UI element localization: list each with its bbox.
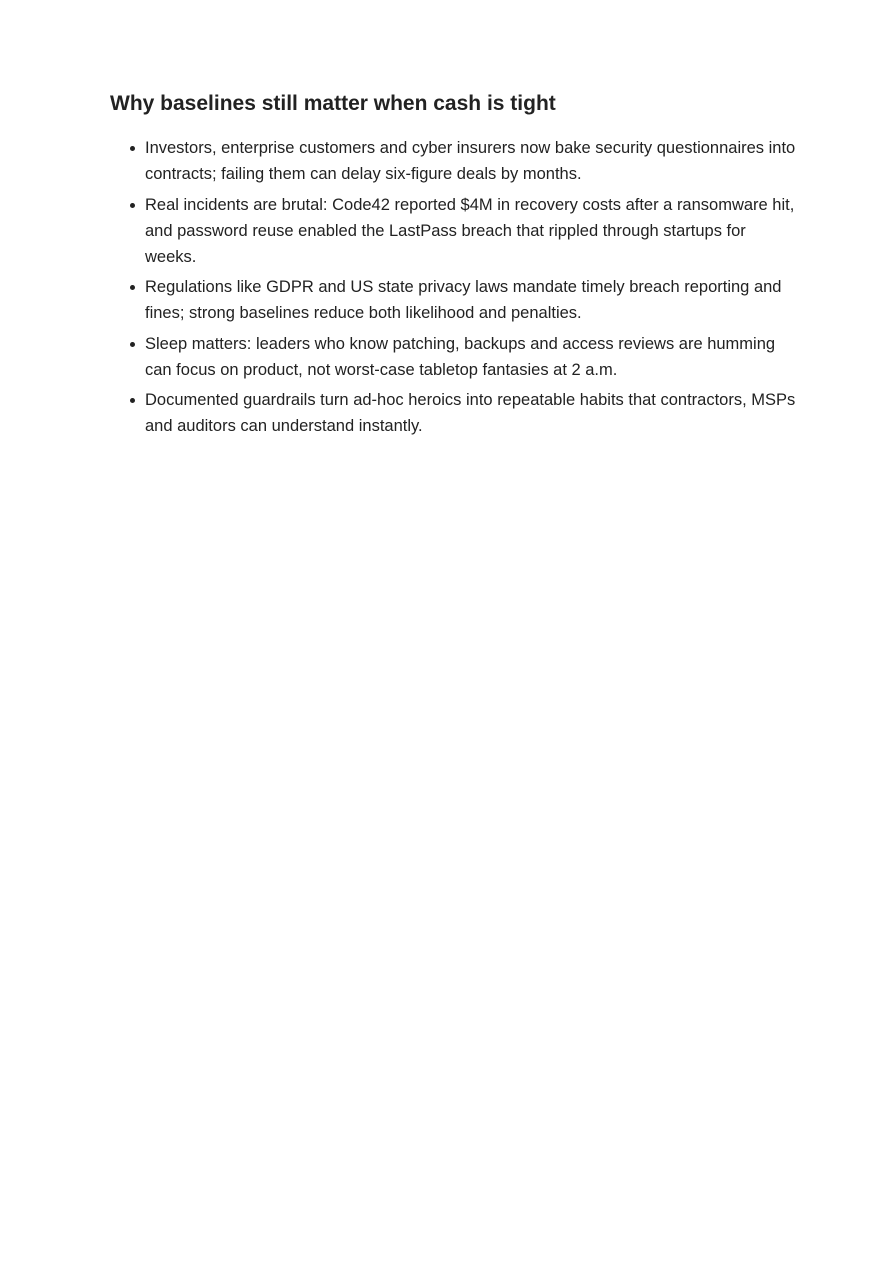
bullet-icon xyxy=(130,342,135,347)
document-page xyxy=(110,88,800,444)
list-item xyxy=(145,274,800,326)
list-item xyxy=(145,331,800,383)
list-item xyxy=(145,192,800,270)
list-item-text: Regulations like GDPR and US state privacy laws mandate timely breach reporting and fines; strong baselines reduce both likelihood and penalties. xyxy=(145,278,782,322)
bullet-icon xyxy=(130,203,135,208)
section-heading: Why baselines still matter when cash is tight xyxy=(110,92,556,115)
bullet-icon xyxy=(130,398,135,403)
list-item-text: Documented guardrails turn ad-hoc heroics into repeatable habits that contractors, MSPs and auditors can understand instantly. xyxy=(145,391,796,435)
bullet-icon xyxy=(130,285,135,290)
list-item-text: Investors, enterprise customers and cyber insurers now bake security questionnaires into contracts; failing them can delay six-figure deals by months. xyxy=(145,139,796,183)
list-item-text: Real incidents are brutal: Code42 reported $4M in recovery costs after a ransomware hit, and password reuse enabled the LastPass breach that rippled through startups for weeks. xyxy=(145,195,795,266)
bullet-list xyxy=(110,135,800,439)
bullet-icon xyxy=(130,146,135,151)
list-item-text: Sleep matters: leaders who know patching, backups and access reviews are humming can focus on product, not worst-case tabletop fantasies at 2 a.m. xyxy=(145,334,776,379)
list-item xyxy=(145,387,800,439)
list-item xyxy=(145,135,800,187)
